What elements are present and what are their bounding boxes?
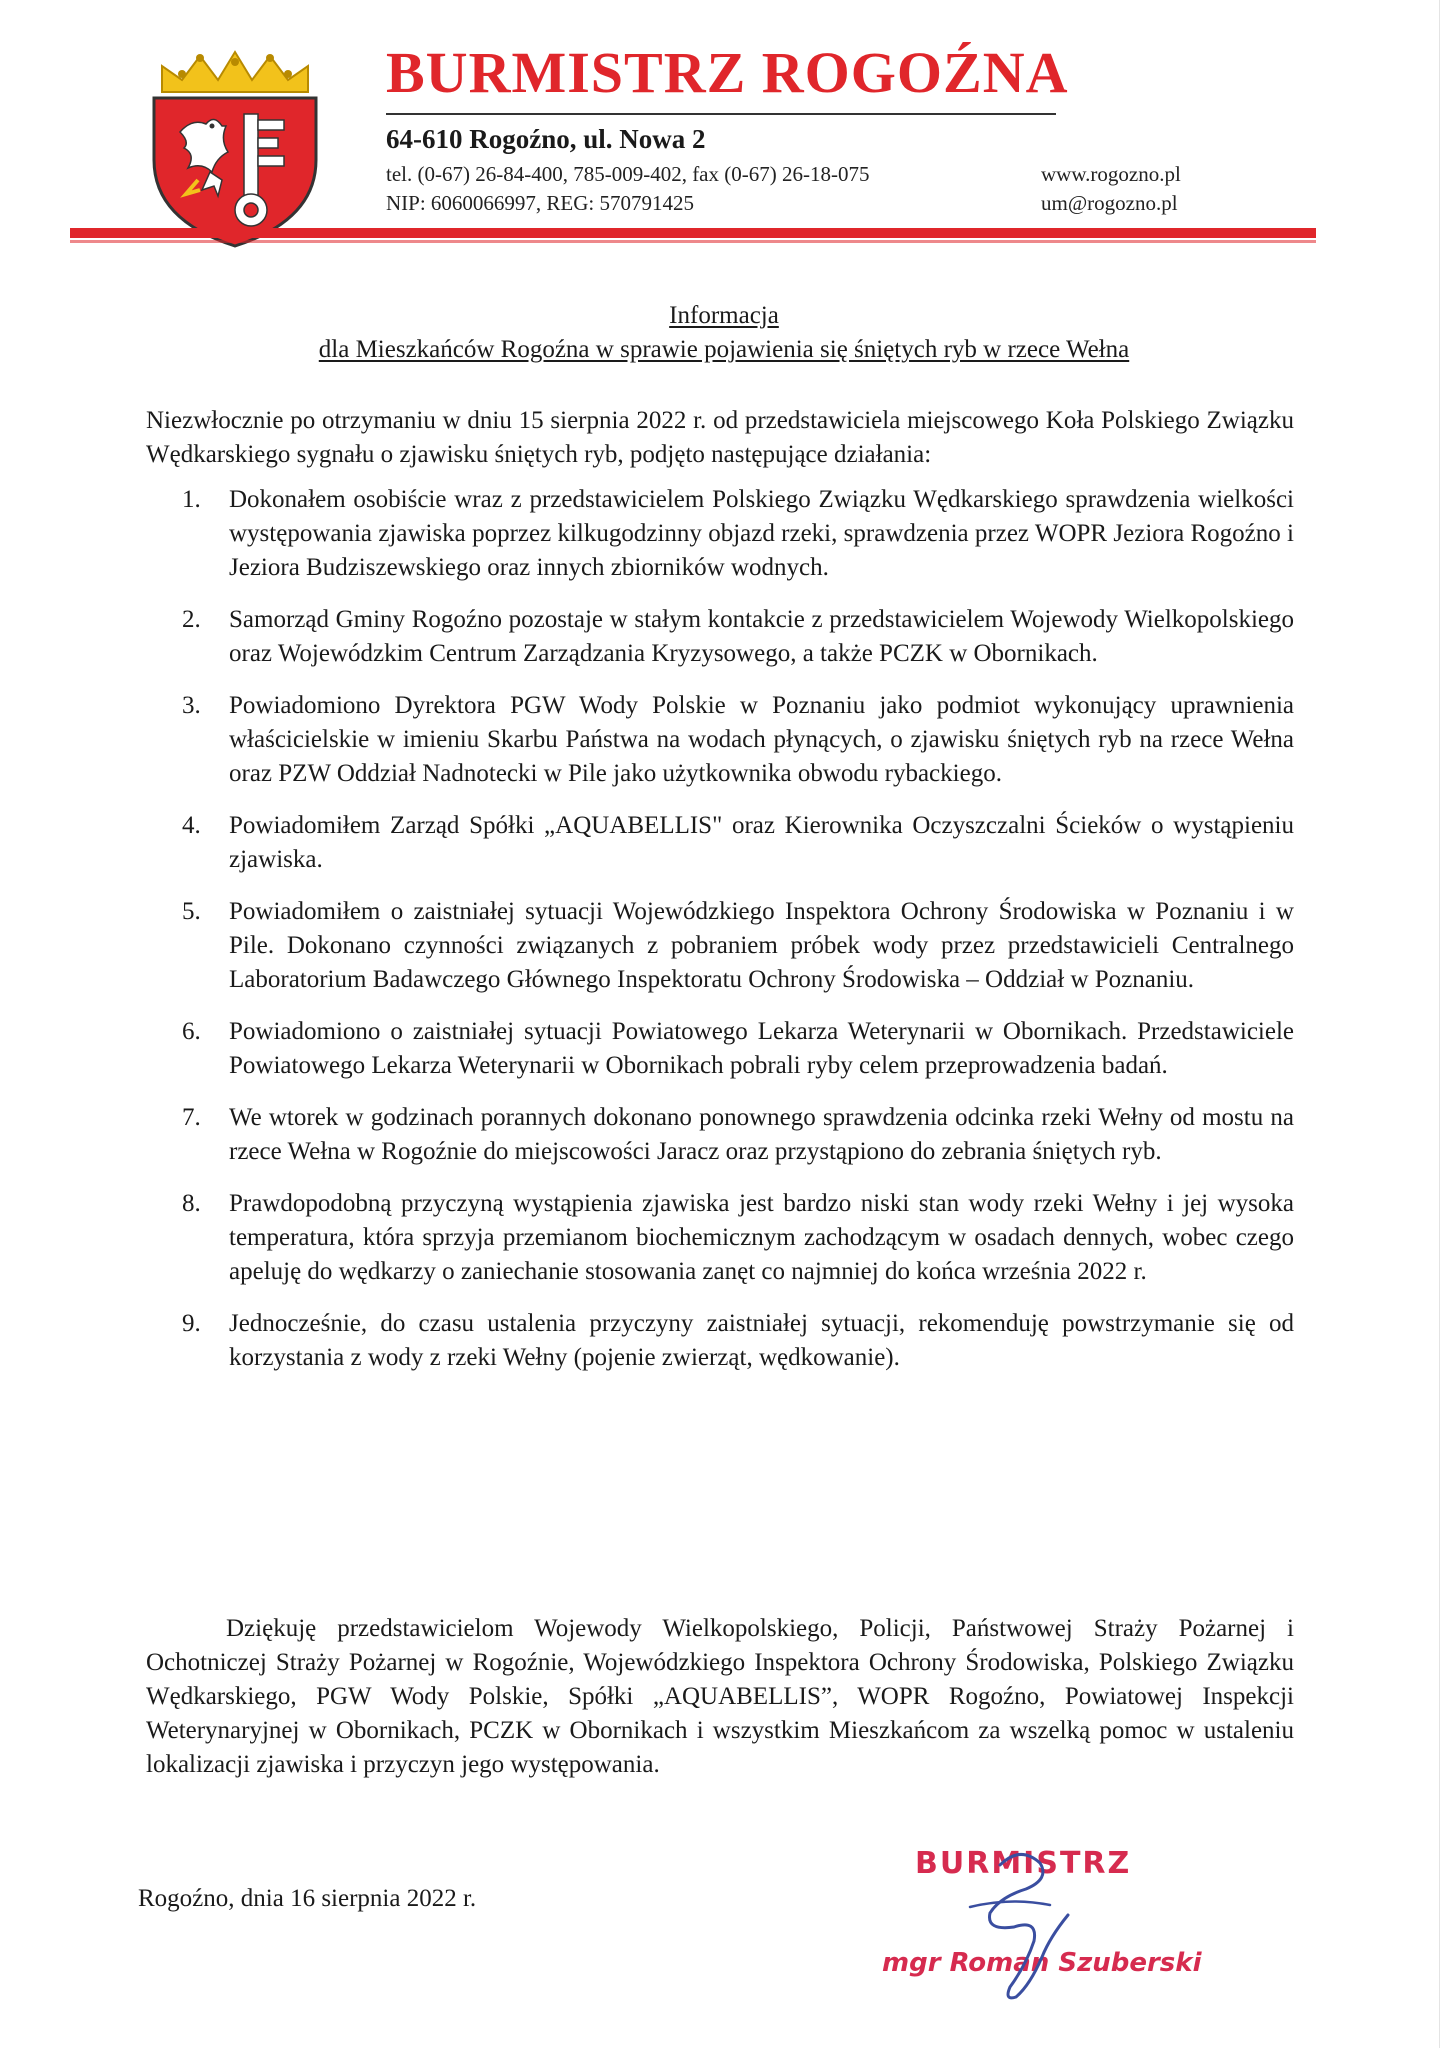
list-item (146, 1101, 1294, 1169)
list-item-number: 2. (182, 606, 201, 633)
letterhead-title: BURMISTRZ ROGOŹNA (386, 40, 1069, 105)
list-item-text: Powiadomiłem Zarząd Spółki „AQUABELLIS" oraz Kierownika Oczyszczalni Ścieków o wystąpieniu zjawiska. (229, 812, 1294, 873)
list-item (146, 895, 1294, 997)
list-item-text: Samorząd Gminy Rogoźno pozostaje w stałym kontakcie z przedstawicielem Wojewody Wielkopolskiego oraz Wojewódzkim Centrum Zarządzania Kryzysowego, a także PCZK w Obornikach. (229, 606, 1294, 667)
list-item-text: Powiadomiłem o zaistniałej sytuacji Wojewódzkiego Inspektora Ochrony Środowiska w Poznaniu i w Pile. Dokonano czynności związanych z pobraniem próbek wody przez przedstawicieli Centralnego Laboratorium Badawczego Głównego Inspektoratu Ochrony Środowiska – Oddział w Poznaniu. (229, 898, 1294, 993)
letterhead-web (1041, 160, 1181, 218)
email-link[interactable]: um@rogozno.pl (1041, 191, 1178, 215)
closing-paragraph: Dziękuję przedstawicielom Wojewody Wielkopolskiego, Policji, Państwowej Straży Pożarnej i Ochotniczej Straży Pożarnej w Rogoźnie, Wojewódzkiego Inspektora Ochrony Środowiska, Polskiego Związku Wędkarskiego, PGW Wody Polskie, Spółki „AQUABELLIS”, WOPR Rogoźno, Powiatowej Inspekcji Weterynaryjnej w Obornikach, PCZK w Obornikach i wszystkim Mieszkańcom za wszelką pomoc w ustaleniu lokalizacji zjawiska i przyczyn jego występowania. (146, 1615, 1294, 1778)
document-subheading: dla Mieszkańców Rogoźna w sprawie pojawienia się śniętych ryb w rzece Wełna (318, 336, 1130, 363)
list-item (146, 483, 1294, 585)
list-item-number: 4. (182, 812, 201, 839)
list-item-number: 1. (182, 486, 201, 513)
website-link[interactable]: www.rogozno.pl (1041, 162, 1181, 186)
letterhead-red-band-shadow (70, 240, 1316, 243)
letterhead-contact (386, 160, 869, 218)
intro-text: Niezwłocznie po otrzymaniu w dniu 15 sierpnia 2022 r. od przedstawiciela miejscowego Koła Polskiego Związku Wędkarskiego sygnału o zjawisku śniętych ryb, podjęto następujące działania: (146, 407, 1294, 468)
list-item-text: Dokonałem osobiście wraz z przedstawicielem Polskiego Związku Wędkarskiego sprawdzenia wielkości występowania zjawiska poprzez kilkugodzinny objazd rzeki, sprawdzenia przez WOPR Jeziora Rogoźno i Jeziora Budziszewskiego oraz innych zbiorników wodnych. (229, 486, 1294, 581)
handwritten-signature-icon (930, 1845, 1120, 2015)
contact-phone-fax: tel. (0-67) 26-84-400, 785-009-402, fax (0-67) 26-18-075 (386, 162, 870, 186)
list-item-number: 3. (182, 692, 201, 719)
list-item-text: Prawdopodobną przyczyną wystąpienia zjawiska jest bardzo niski stan wody rzeki Wełny i jej wysoka temperatura, która sprzyja przemianom biochemicznym zachodzącym w osadach dennych, wobec czego apeluję do wędkarzy o zaniechanie stosowania zanęt co najmniej do końca września 2022 r. (229, 1190, 1294, 1285)
document-date: Rogoźno, dnia 16 sierpnia 2022 r. (138, 1885, 477, 1912)
list-item-number: 6. (182, 1018, 201, 1045)
list-item-number: 9. (182, 1310, 201, 1337)
list-item (146, 1187, 1294, 1289)
list-item (146, 689, 1294, 791)
actions-list (146, 483, 1294, 1393)
list-item-text: We wtorek w godzinach porannych dokonano ponownego sprawdzenia odcinka rzeki Wełny od mostu na rzece Wełna w Rogoźnie do miejscowości Jaracz oraz przystąpiono do zebrania śniętych ryb. (229, 1104, 1294, 1165)
page-edge (1439, 0, 1440, 2048)
list-item (146, 1307, 1294, 1375)
intro-paragraph (146, 404, 1294, 472)
list-item-number: 7. (182, 1104, 201, 1131)
stamp-title: BURMISTRZ (915, 1846, 1132, 1881)
letterhead-address: 64-610 Rogoźno, ul. Nowa 2 (386, 124, 706, 154)
stamp-name: mgr Roman Szuberski (882, 1948, 1202, 1978)
coat-of-arms-icon (140, 40, 330, 250)
list-item-text: Jednocześnie, do czasu ustalenia przyczyny zaistniałej sytuacji, rekomenduję powstrzymanie się od korzystania z wody z rzeki Wełny (pojenie zwierząt, wędkowanie). (229, 1310, 1294, 1371)
letterhead-red-band (70, 228, 1316, 238)
list-item-number: 5. (182, 898, 201, 925)
list-item (146, 1015, 1294, 1083)
list-item (146, 603, 1294, 671)
document-heading: Informacja (669, 302, 779, 329)
list-item-text: Powiadomiono o zaistniałej sytuacji Powiatowego Lekarza Weterynarii w Obornikach. Przedstawiciele Powiatowego Lekarza Weterynarii w Obornikach pobrali ryby celem przeprowadzenia badań. (229, 1018, 1294, 1079)
list-item-text: Powiadomiono Dyrektora PGW Wody Polskie w Poznaniu jako podmiot wykonujący uprawnienia właścicielskie w imieniu Skarbu Państwa na wodach płynących, o zjawisku śniętych ryb na rzece Wełna oraz PZW Oddział Nadnotecki w Pile jako użytkownika obwodu rybackiego. (229, 692, 1294, 787)
contact-tax-ids: NIP: 6060066997, REG: 570791425 (386, 191, 695, 215)
letterhead-divider (386, 113, 1056, 115)
list-item (146, 809, 1294, 877)
list-item-number: 8. (182, 1190, 201, 1217)
